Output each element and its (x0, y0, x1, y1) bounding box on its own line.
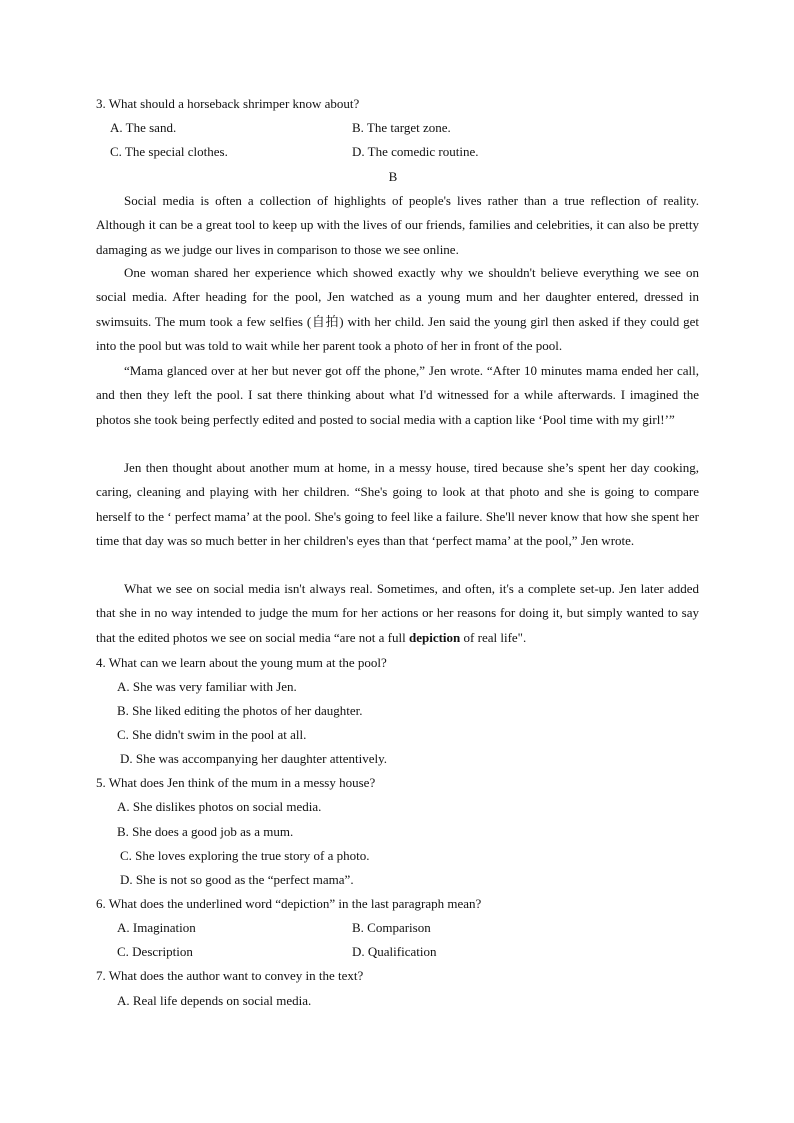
passage-paragraph-3: “Mama glanced over at her but never got off the phone,” Jen wrote. “After 10 minutes mama ended her call, and then they left the pool. I sat there thinking about what I'd witnessed for a while afterwards. I imagined the photos she took being perfectly edited and posted to social media with a caption like ‘Pool time with my girl!’” (96, 363, 699, 427)
q3-option-d: D. The comedic routine. (352, 144, 479, 159)
passage-paragraph-4: Jen then thought about another mum at home, in a messy house, tired because she’s spent her day cooking, caring, cleaning and playing with her children. “She's going to look at that photo and she is going to compare herself to the ‘ perfect mama’ at the pool. She's going to feel like a failure. She'll never know that how she spent her time that day was so much better in her children's eyes than that ‘perfect mama’ at the pool,” Jen wrote. (96, 460, 699, 548)
q4-option-c: C. She didn't swim in the pool at all. (117, 727, 307, 742)
q6-option-b: B. Comparison (352, 920, 431, 935)
section-heading: B (388, 169, 398, 184)
question-3: 3. What should a horseback shrimper know about? (96, 96, 360, 111)
paragraph-5-end: of real life". (460, 629, 527, 645)
q3-option-c: C. The special clothes. (110, 144, 228, 159)
q5-option-a: A. She dislikes photos on social media. (117, 799, 322, 814)
q5-option-b: B. She does a good job as a mum. (117, 824, 294, 839)
depiction-word: depiction (408, 629, 461, 645)
q7-option-a: A. Real life depends on social media. (117, 993, 312, 1008)
q6-option-c: C. Description (117, 944, 193, 959)
q6-option-a: A. Imagination (117, 920, 196, 935)
question-4: 4. What can we learn about the young mum at the pool? (96, 655, 387, 670)
q5-option-d: D. She is not so good as the “perfect mama”. (120, 872, 354, 887)
q4-option-b: B. She liked editing the photos of her daughter. (117, 703, 363, 718)
q3-option-a: A. The sand. (110, 120, 177, 135)
question-7: 7. What does the author want to convey in the text? (96, 968, 364, 983)
q4-option-a: A. She was very familiar with Jen. (117, 679, 297, 694)
passage-paragraph-5 (96, 577, 699, 650)
paragraph-5-text: What we see on social media isn't always real. Sometimes, and often, it's a complete set-up. Jen later added that she in no way intended to judge the mum for her actions or her reasons for doing it, but simply wanted to say that the edited photos we see on social media “are not a full (96, 581, 699, 645)
question-6: 6. What does the underlined word “depiction” in the last paragraph mean? (96, 896, 482, 911)
passage-paragraph-1: Social media is often a collection of highlights of people's lives rather than a true reflection of reality. Although it can be a great tool to keep up with the lives of our friends, families and celebrities, it can also be pretty damaging as we judge our lives in comparison to those we see online. (96, 193, 699, 257)
q5-option-c: C. She loves exploring the true story of a photo. (120, 848, 370, 863)
q4-option-d: D. She was accompanying her daughter attentively. (120, 751, 388, 766)
q3-option-b: B. The target zone. (352, 120, 451, 135)
question-5: 5. What does Jen think of the mum in a messy house? (96, 775, 376, 790)
passage-paragraph-2: One woman shared her experience which showed exactly why we shouldn't believe everything we see on social media. After heading for the pool, Jen watched as a young mum and her daughter entered, dressed in swimsuits. The mum took a few selfies (自拍) with her child. Jen said the young girl then asked if they could get into the pool but was told to wait while her parent took a photo of her in front of the pool. (96, 265, 699, 353)
q6-option-d: D. Qualification (352, 944, 437, 959)
